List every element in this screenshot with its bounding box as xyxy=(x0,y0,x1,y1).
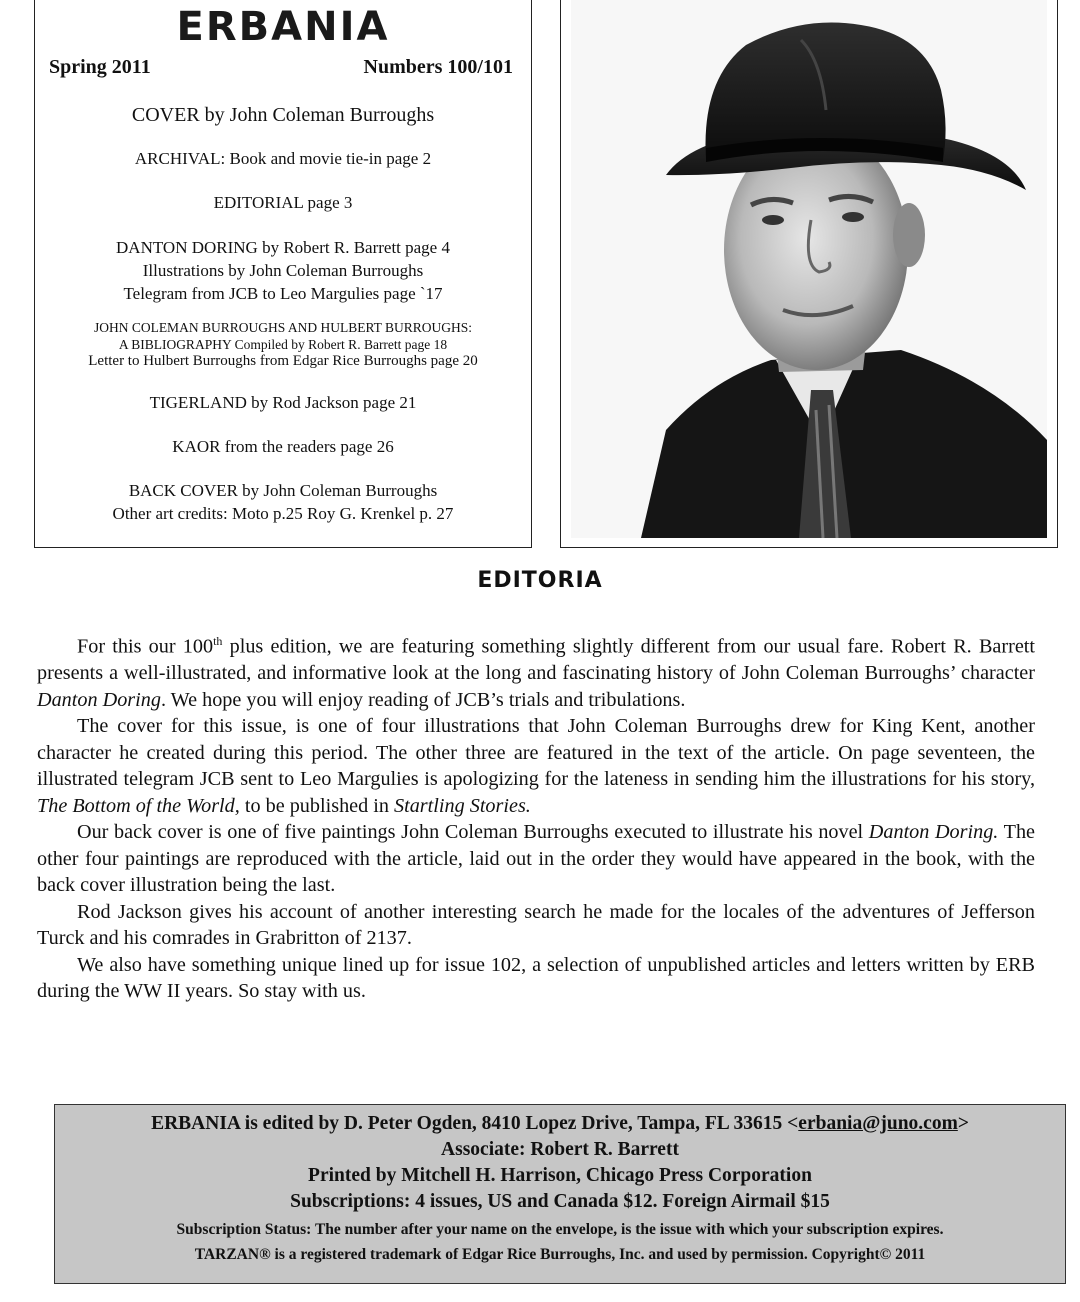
editorial-paragraph xyxy=(37,713,1035,819)
italic-title: Startling Stories. xyxy=(394,794,531,817)
italic-title: Danton Doring xyxy=(37,688,161,711)
editorial-body xyxy=(37,628,1035,1005)
toc-entry xyxy=(35,102,531,128)
editorial-paragraph xyxy=(37,628,1035,713)
toc-line: Telegram from JCB to Leo Margulies page `17 xyxy=(123,284,443,303)
editor-line xyxy=(55,1111,1065,1137)
subscriptions-line: Subscriptions: 4 issues, US and Canada $12. Foreign Airmail $15 xyxy=(290,1191,830,1212)
editorial-paragraph xyxy=(37,819,1035,899)
text-run: Our back cover is one of five paintings John Coleman Burroughs executed to illustrate his novel xyxy=(77,821,869,844)
toc-line: Letter to Hulbert Burroughs from Edgar Rice Burroughs page 20 xyxy=(88,353,478,369)
toc-line: COVER by John Coleman Burroughs xyxy=(131,104,435,126)
contents-box xyxy=(34,0,532,548)
toc-line: EDITORIAL page 3 xyxy=(213,193,353,212)
text-run: . We hope you will enjoy reading of JCB’s trials and tribulations. xyxy=(160,688,686,711)
printer-line: Printed by Mitchell H. Harrison, Chicago Press Corporation xyxy=(308,1165,812,1186)
text-run: ERBANIA is edited by D. Peter Ogden, 8410 Lopez Drive, Tampa, FL 33615 < xyxy=(151,1113,799,1134)
text-run: The cover for this issue, is one of four illustrations that John Coleman Burroughs drew for King Kent, another character he created during this period. The other three are featured in the text of the article. On page seventeen, the illustrated telegram JCB sent to Leo Margulies is apologizing for the lateness in sending him the illustrations for his story, xyxy=(37,715,1035,791)
editorial-paragraph: Rod Jackson gives his account of another interesting search he made for the locales of the adventures of Jefferson Turck and his comrades in Grabritton of 2137. xyxy=(37,900,1035,950)
associate-line: Associate: Robert R. Barrett xyxy=(441,1139,679,1160)
issue-numbers: Numbers 100/101 xyxy=(363,56,513,78)
trademark-line: TARZAN® is a registered trademark of Edgar Rice Burroughs, Inc. and used by permission. Copyright© 2011 xyxy=(194,1246,926,1263)
italic-title: Danton Doring. xyxy=(868,821,999,844)
toc-line: TIGERLAND by Rod Jackson page 21 xyxy=(149,393,417,412)
toc-entry xyxy=(35,479,531,525)
toc-line: DANTON DORING by Robert R. Barrett page 4 xyxy=(116,238,450,257)
publication-info-box xyxy=(54,1104,1066,1284)
portrait-photo xyxy=(571,0,1047,538)
text-run: plus edition, we are featuring something slightly different from our usual fare. Robert R. Barrett presents a well-illustrated, and informative look at the long and fascinating history of John Coleman Burroughs’ character xyxy=(37,635,1035,685)
italic-title: The Bottom of the World, xyxy=(37,794,240,817)
toc-entry xyxy=(35,148,531,170)
table-of-contents xyxy=(35,102,531,525)
toc-entry xyxy=(35,236,531,305)
toc-line: ARCHIVAL: Book and movie tie-in page 2 xyxy=(134,149,432,168)
toc-entry xyxy=(35,319,531,370)
toc-line: BACK COVER by John Coleman Burroughs xyxy=(128,481,438,500)
email-link[interactable]: erbania@juno.com xyxy=(798,1113,958,1134)
text-run: For this our 100 xyxy=(77,635,214,658)
toc-line: JOHN COLEMAN BURROUGHS AND HULBERT BURROUGHS: xyxy=(93,320,473,335)
text-run: The other four paintings are reproduced with the article, laid out in the order they would have appeared in the book, with the back cover illustration being the last. xyxy=(37,821,1035,897)
subscription-status-line: Subscription Status: The number after your name on the envelope, is the issue with which your subscription expires. xyxy=(176,1221,944,1238)
text-run: to be published in xyxy=(239,794,395,817)
editorial-heading: EDITORIA xyxy=(477,568,603,593)
toc-line: KAOR from the readers page 26 xyxy=(172,437,394,456)
toc-entry xyxy=(35,436,531,458)
superscript: th xyxy=(213,634,223,648)
text-run: > xyxy=(957,1113,969,1134)
toc-entry xyxy=(35,392,531,414)
toc-entry xyxy=(35,192,531,214)
masthead-title: ERBANIA xyxy=(176,4,390,50)
toc-line: Illustrations by John Coleman Burroughs xyxy=(142,261,424,280)
editorial-paragraph: We also have something unique lined up for issue 102, a selection of unpublished articles and letters written by ERB during the WW II years. So stay with us. xyxy=(37,953,1035,1003)
toc-line: Other art credits: Moto p.25 Roy G. Krenkel p. 27 xyxy=(112,504,454,523)
portrait-photo-frame xyxy=(560,0,1058,548)
toc-line: A BIBLIOGRAPHY Compiled by Robert R. Barrett page 18 xyxy=(118,337,448,352)
issue-date: Spring 2011 xyxy=(49,56,151,78)
